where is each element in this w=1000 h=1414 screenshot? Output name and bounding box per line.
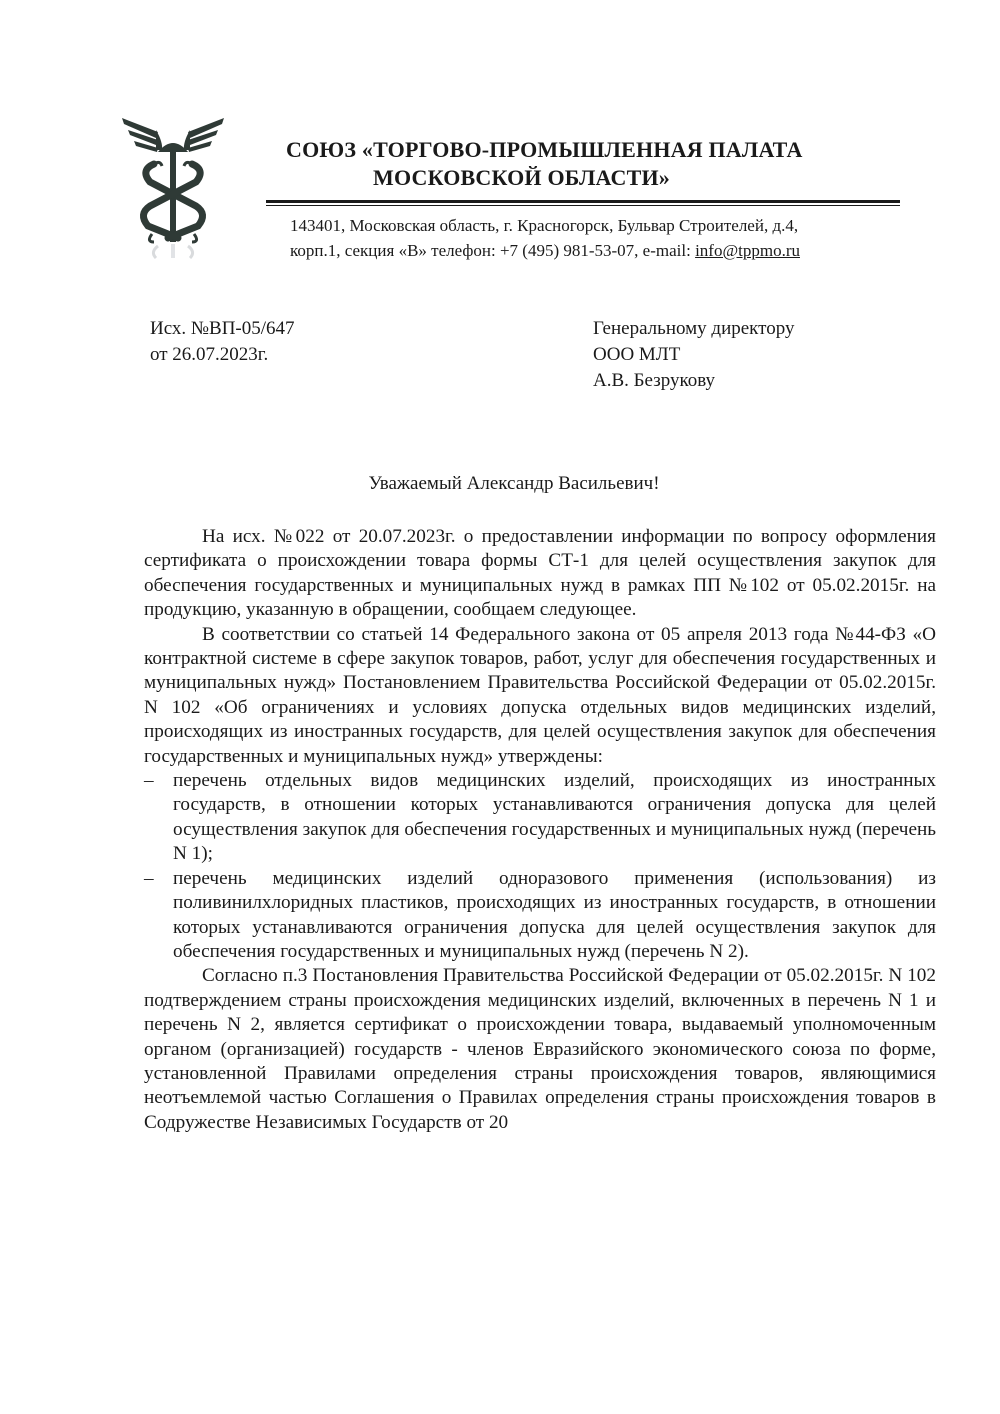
body-paragraph-2: В соответствии со статьей 14 Федерального закона от 05 апреля 2013 года №44-ФЗ «О контрактной системе в сфере закупок товаров, работ, услуг для обеспечения государственных и муниципальных нужд» Постановлением Правительства Российской Федерации от 05.02.2015г. N 102 «Об ограничениях и условиях допуска отдельных видов медицинских изделий, происходящих из иностранных государств, для целей осуществления закупок для обеспечения государственных и муниципальных нужд» утверждены: bbox=[144, 623, 936, 767]
letter-body bbox=[144, 525, 936, 1135]
dash-bullet: – bbox=[144, 770, 154, 792]
dash-bullet: – bbox=[144, 867, 154, 889]
organization-name bbox=[286, 136, 803, 192]
recipient-company: ООО МЛТ bbox=[593, 344, 681, 365]
letterhead-divider bbox=[266, 200, 900, 206]
list-item bbox=[144, 769, 936, 867]
list-item bbox=[144, 867, 936, 965]
recipient-block bbox=[593, 316, 794, 394]
outgoing-reference bbox=[150, 316, 295, 368]
body-paragraph-3: Согласно п.3 Постановления Правительства Российской Федерации от 05.02.2015г. N 102 подтверждением страны происхождения медицинских изделий, включенных в перечень N 1 и перечень N 2, является сертификат о происхождении товара, выдаваемый уполномоченным органом (организацией) государств - членов Евразийского экономического союза по форме, установленной Правилами определения страны происхождения товаров, являющимися неотъемлемой частью Соглашения о Правилах определения страны происхождения товаров в Содружестве Независимых Государств от 20 bbox=[144, 965, 936, 1133]
approved-lists bbox=[144, 769, 936, 964]
caduceus-logo-icon bbox=[118, 110, 228, 260]
org-name-line1: СОЮЗ «ТОРГОВО-ПРОМЫШЛЕННАЯ ПАЛАТА bbox=[286, 137, 803, 162]
list-item-text: перечень отдельных видов медицинских изделий, происходящих из иностранных государств, в отношении которых устанавливаются ограничения допуска для целей осуществления закупок для обеспечения государственных и муниципальных нужд (перечень N 1); bbox=[173, 770, 936, 865]
outgoing-date: от 26.07.2023г. bbox=[150, 344, 269, 365]
list-item-text: перечень медицинских изделий одноразового применения (использования) из поливинилхлоридных пластиков, происходящих из иностранных государств, в отношении которых устанавливаются ограничения допуска для целей осуществления закупок для обеспечения государственных и муниципальных нужд (перечень N 2). bbox=[173, 867, 936, 962]
greeting: Уважаемый Александр Васильевич! bbox=[368, 473, 660, 494]
address-line1: 143401, Московская область, г. Красногорск, Бульвар Строителей, д.4, bbox=[290, 216, 799, 235]
recipient-position: Генеральному директору bbox=[593, 318, 795, 339]
org-address bbox=[290, 213, 800, 263]
outgoing-number: Исх. №ВП-05/647 bbox=[150, 318, 295, 339]
address-line2-text: корп.1, секция «В» телефон: +7 (495) 981-53-07, e-mail: bbox=[290, 241, 696, 260]
org-name-line2: МОСКОВСКОЙ ОБЛАСТИ» bbox=[373, 165, 671, 190]
recipient-name: А.В. Безрукову bbox=[593, 370, 716, 391]
email-link[interactable]: info@tppmo.ru bbox=[695, 241, 800, 260]
address-line2 bbox=[290, 238, 800, 263]
body-paragraph-1: На исх. №022 от 20.07.2023г. о предоставлении информации по вопросу оформления сертификата о происхождении товара формы СТ-1 для целей осуществления закупок для обеспечения государственных и муниципальных нужд в рамках ПП №102 от 05.02.2015г. на продукцию, указанную в обращении, сообщаем следующее. bbox=[144, 526, 936, 621]
